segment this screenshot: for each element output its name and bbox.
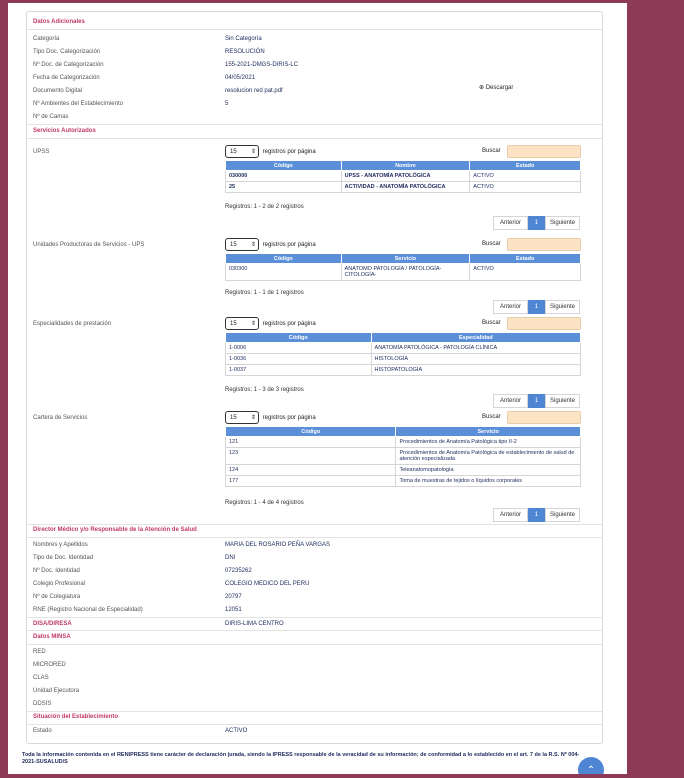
cell: Teleanatomopatología bbox=[396, 465, 581, 476]
col-header[interactable]: Servicio bbox=[396, 427, 581, 437]
label-doc-identidad: Nº Doc. Identidad bbox=[33, 568, 80, 574]
search-label: Buscar bbox=[482, 148, 501, 154]
search-label: Buscar bbox=[482, 414, 501, 420]
cell: Procedimientos de Anatomía Patológica de establecimiento de salud de atención especializada bbox=[396, 448, 581, 465]
chevron-up-icon: ⌃ bbox=[586, 764, 596, 774]
label-ups: Unidades Productoras de Servicios - UPS bbox=[33, 242, 145, 248]
prev-page-button[interactable]: Anterior bbox=[493, 394, 528, 408]
frame-top bbox=[0, 0, 684, 3]
value-nombres: MARIA DEL ROSARIO PEÑA VARGAS bbox=[225, 542, 331, 548]
esp-per-page-select[interactable]: 15 ⇕ bbox=[225, 317, 259, 330]
col-header[interactable]: Servicio bbox=[341, 254, 470, 264]
scroll-top-button[interactable] bbox=[578, 757, 604, 774]
cartera-length-control bbox=[225, 411, 316, 424]
col-header[interactable]: Estado bbox=[470, 161, 581, 171]
upss-pagination bbox=[493, 216, 580, 230]
divider bbox=[27, 630, 602, 631]
cell: ACTIVO bbox=[470, 182, 581, 193]
divider bbox=[27, 711, 602, 712]
col-header[interactable]: Código bbox=[226, 333, 372, 343]
table-row bbox=[226, 437, 581, 448]
ups-registros-info: Registros: 1 - 1 de 1 registros bbox=[225, 290, 304, 296]
label-num-doc: Nº Doc. de Categorización bbox=[33, 62, 104, 68]
next-page-button[interactable]: Siguiente bbox=[545, 508, 580, 522]
label-ddsis: DDSIS bbox=[33, 701, 52, 707]
label-documento: Documento Digital bbox=[33, 88, 83, 94]
legal-footer: Toda la información contenida en el RENIPRESS tiene carácter de declaración jurada, siendo la IPRESS responsable de la veracidad de su información; de conformidad a lo establecido en el art. 7 de la R.S. Nº 004-2021-SUSALUD/S bbox=[22, 752, 580, 765]
per-page-text: registros por página bbox=[262, 320, 316, 327]
table-row bbox=[226, 264, 581, 281]
cartera-table bbox=[225, 426, 581, 487]
value-categoria: Sin Categoría bbox=[225, 36, 262, 42]
divider bbox=[27, 617, 602, 618]
divider bbox=[27, 724, 602, 725]
value-colegiatura: 20797 bbox=[225, 594, 242, 600]
label-camas: Nº de Camas bbox=[33, 114, 69, 120]
value-tipo-doc: RESOLUCIÓN bbox=[225, 49, 265, 55]
label-cartera: Cartera de Servicios bbox=[33, 415, 88, 421]
current-page-button[interactable]: 1 bbox=[528, 300, 545, 314]
current-page-button[interactable]: 1 bbox=[528, 216, 545, 230]
label-tipo-doc: Tipo Doc. Categorización bbox=[33, 49, 101, 55]
col-header[interactable]: Código bbox=[226, 161, 342, 171]
value-rne: 12051 bbox=[225, 607, 242, 613]
label-colegio: Colegio Profesional bbox=[33, 581, 86, 587]
search-label: Buscar bbox=[482, 320, 501, 326]
cartera-pagination bbox=[493, 508, 580, 522]
details-card bbox=[26, 11, 603, 744]
col-header[interactable]: Código bbox=[226, 427, 396, 437]
cell: ACTIVO bbox=[470, 264, 581, 281]
upss-per-page-select[interactable]: 15 ⇕ bbox=[225, 145, 259, 158]
next-page-button[interactable]: Siguiente bbox=[545, 216, 580, 230]
label-ambientes: Nº Ambientes del Establecimiento bbox=[33, 101, 123, 107]
label-tipo-doc-identidad: Tipo de Doc. Identidad bbox=[33, 555, 94, 561]
section-title-servicios: Servicios Autorizados bbox=[33, 128, 96, 134]
table-row bbox=[226, 171, 581, 182]
cell: 030000 bbox=[226, 171, 342, 182]
especialidades-table bbox=[225, 332, 581, 376]
prev-page-button[interactable]: Anterior bbox=[493, 300, 528, 314]
next-page-button[interactable]: Siguiente bbox=[545, 300, 580, 314]
cell: HISTOPATOLOGÍA bbox=[371, 365, 580, 376]
table-row bbox=[226, 476, 581, 487]
label-estado: Estado bbox=[33, 728, 52, 734]
frame-bottom bbox=[0, 774, 684, 778]
cell: 25 bbox=[226, 182, 342, 193]
esp-length-control bbox=[225, 317, 316, 330]
col-header[interactable]: Nombre bbox=[341, 161, 470, 171]
col-header[interactable]: Código bbox=[226, 254, 342, 264]
ups-pagination bbox=[493, 300, 580, 314]
cell: 1-0006 bbox=[226, 343, 372, 354]
label-colegiatura: Nº de Colegiatura bbox=[33, 594, 81, 600]
cell: ACTIVO bbox=[470, 171, 581, 182]
current-page-button[interactable]: 1 bbox=[528, 394, 545, 408]
divider bbox=[27, 138, 602, 139]
value-disa: DIRIS-LIMA CENTRO bbox=[225, 621, 284, 627]
next-page-button[interactable]: Siguiente bbox=[545, 394, 580, 408]
value-estado: ACTIVO bbox=[225, 728, 248, 734]
prev-page-button[interactable]: Anterior bbox=[493, 508, 528, 522]
divider bbox=[27, 537, 602, 538]
label-nombres: Nombres y Apellidos bbox=[33, 542, 88, 548]
frame-right bbox=[627, 0, 684, 778]
label-red: RED bbox=[33, 649, 46, 655]
per-page-text: registros por página bbox=[262, 241, 316, 248]
cell: Procedimientos de Anatomía Patológica tipo II-2 bbox=[396, 437, 581, 448]
table-row bbox=[226, 448, 581, 465]
ups-table bbox=[225, 253, 581, 281]
divider bbox=[27, 124, 602, 125]
cartera-registros-info: Registros: 1 - 4 de 4 registros bbox=[225, 500, 304, 506]
search-label: Buscar bbox=[482, 241, 501, 247]
current-page-button[interactable]: 1 bbox=[528, 508, 545, 522]
per-page-text: registros por página bbox=[262, 148, 316, 155]
ups-per-page-select[interactable]: 15 ⇕ bbox=[225, 238, 259, 251]
document-link[interactable]: resolucion red pat.pdf bbox=[225, 88, 283, 94]
label-especialidades: Especialidades de prestación bbox=[33, 321, 112, 327]
label-fecha: Fecha de Categorización bbox=[33, 75, 100, 81]
table-row bbox=[226, 343, 581, 354]
section-title-director: Director Médico y/o Responsable de la Atención de Salud bbox=[33, 527, 197, 533]
cartera-per-page-select[interactable]: 15 ⇕ bbox=[225, 411, 259, 424]
ups-length-control bbox=[225, 238, 316, 251]
label-microred: MICRORED bbox=[33, 662, 66, 668]
cell: 121 bbox=[226, 437, 396, 448]
cell: Toma de muestras de tejidos o líquidos corporales bbox=[396, 476, 581, 487]
ups-search-input[interactable] bbox=[507, 238, 581, 251]
label-upss: UPSS bbox=[33, 149, 50, 155]
upss-length-control bbox=[225, 145, 316, 158]
cartera-search-input[interactable] bbox=[507, 411, 581, 424]
label-categoria: Categoría bbox=[33, 36, 60, 42]
section-title-datos-adicionales: Datos Adicionales bbox=[33, 19, 85, 25]
value-doc-identidad: 07235262 bbox=[225, 568, 252, 574]
divider bbox=[27, 644, 602, 645]
cell: 1-0036 bbox=[226, 354, 372, 365]
cell: 177 bbox=[226, 476, 396, 487]
label-rne: RNE (Registro Nacional de Especialidad) bbox=[33, 607, 143, 613]
esp-search-input[interactable] bbox=[507, 317, 581, 330]
esp-registros-info: Registros: 1 - 3 de 3 registros bbox=[225, 387, 304, 393]
table-row bbox=[226, 365, 581, 376]
value-num-doc: 155-2021-DMGS-DIRIS-LC bbox=[225, 62, 299, 68]
cell: 1-0037 bbox=[226, 365, 372, 376]
col-header[interactable]: Especialidad bbox=[371, 333, 580, 343]
cell: UPSS - ANATOMÍA PATOLÓGICA bbox=[341, 171, 470, 182]
upss-table bbox=[225, 160, 581, 193]
upss-registros-info: Registros: 1 - 2 de 2 registros bbox=[225, 204, 304, 210]
divider bbox=[27, 29, 602, 30]
upss-search-input[interactable] bbox=[507, 145, 581, 158]
label-unidad-ejecutora: Unidad Ejecutora bbox=[33, 688, 80, 694]
table-row bbox=[226, 182, 581, 193]
cell: 124 bbox=[226, 465, 396, 476]
col-header[interactable]: Estado bbox=[470, 254, 581, 264]
section-title-minsa: Datos MINSA bbox=[33, 634, 71, 640]
cell: HISTOLOGÍA bbox=[371, 354, 580, 365]
cell: 030300 bbox=[226, 264, 342, 281]
table-row bbox=[226, 465, 581, 476]
divider bbox=[27, 524, 602, 525]
page bbox=[16, 7, 622, 774]
value-ambientes: 5 bbox=[225, 101, 229, 107]
download-button[interactable]: ⊕ Descargar bbox=[479, 85, 514, 91]
cell: ANATOMO PATOLOGÍA / PATOLOGÍA-CITOLOGÍA- bbox=[341, 264, 470, 281]
label-clas: CLAS bbox=[33, 675, 49, 681]
section-title-situacion: Situación del Establecimiento bbox=[33, 714, 119, 720]
cell: 123 bbox=[226, 448, 396, 465]
esp-pagination bbox=[493, 394, 580, 408]
value-colegio: COLEGIO MEDICO DEL PERU bbox=[225, 581, 310, 587]
frame-left bbox=[0, 0, 8, 778]
value-tipo-doc-identidad: DNI bbox=[225, 555, 236, 561]
value-fecha: 04/05/2021 bbox=[225, 75, 256, 81]
table-row bbox=[226, 354, 581, 365]
section-title-disa: DISA/DIRESA bbox=[33, 621, 72, 627]
per-page-text: registros por página bbox=[262, 414, 316, 421]
prev-page-button[interactable]: Anterior bbox=[493, 216, 528, 230]
cell: ACTIVIDAD - ANATOMÍA PATOLÓGICA bbox=[341, 182, 470, 193]
cell: ANATOMÍA PATOLÓGICA - PATOLOGÍA CLÍNICA bbox=[371, 343, 580, 354]
